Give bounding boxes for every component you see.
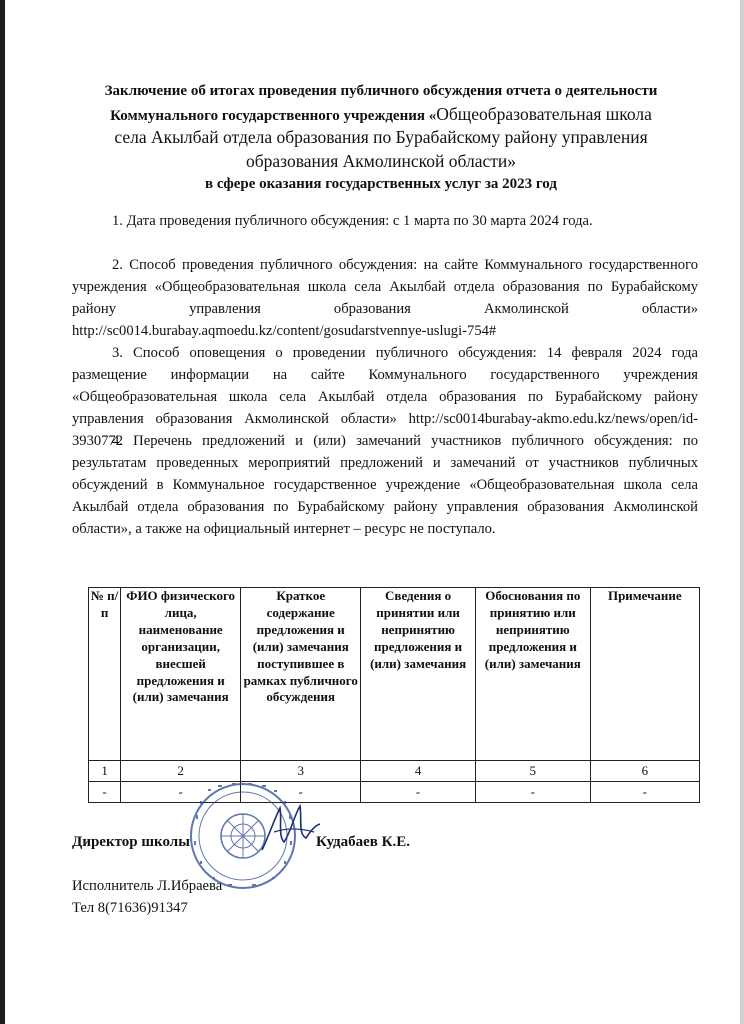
table-cell: - xyxy=(89,782,121,803)
table-cell: 5 xyxy=(475,761,590,782)
table-cell: 3 xyxy=(241,761,361,782)
header-number: № п/п xyxy=(89,588,121,761)
paragraph-date-text: 1. Дата проведения публичного обсуждения: с 1 марта по 30 марта 2024 года. xyxy=(112,213,593,229)
table-header-row xyxy=(89,588,700,761)
header-note: Примечание xyxy=(590,588,699,761)
proposals-table xyxy=(88,587,700,803)
title-line-2 xyxy=(66,103,696,128)
table-cell: 2 xyxy=(121,761,241,782)
table-cell: 1 xyxy=(89,761,121,782)
phone-line: Тел 8(71636)91347 xyxy=(72,900,188,916)
table-row xyxy=(89,761,700,782)
scan-edge-right xyxy=(740,0,744,1024)
paragraph-proposals-text: 4. Перечень предложений и (или) замечаний участников публичного обсуждения: по результатам проведенных мероприятий предложений и замечаний от участников публичных обсуждений в Коммунальное государственное учреждение «Общеобразовательная школа села Акылбай отдела образования по Бурабайскому району управления образования Акмолинской области», а также на официальный интернет – ресурс не поступало. xyxy=(72,433,698,538)
title-line-2-regular: Общеобразовательная школа xyxy=(436,104,652,124)
table-cell: - xyxy=(590,782,699,803)
paragraph-date xyxy=(72,210,698,232)
paragraph-method-text: 2. Способ проведения публичного обсуждения: на сайте Коммунального государственного учреждения «Общеобразовательная школа села Акылбай отдела образования по Бурабайскому району управления образования Акмолинской области» http://sc0014.burabay.aqmoedu.kz/content/gosudarstvennye-uslugi-754# xyxy=(72,257,698,340)
director-name: Кудабаев К.Е. xyxy=(316,834,411,850)
table-cell: - xyxy=(121,782,241,803)
paragraph-notification-text: 3. Способ оповещения о проведении публичного обсуждения: 14 февраля 2024 года размещение информации на сайте Коммунального государственного учреждения «Общеобразовательная школа села Акылбай отдела образования по Бурабайскому району управления образования Акмолинской области» http://sc0014burabay-akmo.edu.kz/news/open/id-3930772 xyxy=(72,345,698,450)
title-line-5: в сфере оказания государственных услуг за 2023 год xyxy=(205,176,557,192)
table-cell: - xyxy=(241,782,361,803)
table-cell: - xyxy=(475,782,590,803)
table-cell: 6 xyxy=(590,761,699,782)
header-submitter: ФИО физического лица, наименование организации, внесшей предложения и (или) замечания xyxy=(121,588,241,761)
scan-edge-left xyxy=(0,0,5,1024)
header-summary: Краткое содержание предложения и (или) замечания поступившее в рамках публичного обсуждения xyxy=(241,588,361,761)
table-cell: 4 xyxy=(361,761,476,782)
title-line-1: Заключение об итогах проведения публичного обсуждения отчета о деятельности xyxy=(104,83,658,99)
title-line-3: села Акылбай отдела образования по Бурабайскому району управления xyxy=(114,127,648,147)
table-row xyxy=(89,782,700,803)
director-title: Директор школы xyxy=(72,834,190,850)
table-cell: - xyxy=(361,782,476,803)
header-acceptance: Сведения о принятии или непринятию предложения и (или) замечания xyxy=(361,588,476,761)
header-justification: Обоснования по принятию или непринятию предложения и (или) замечания xyxy=(475,588,590,761)
paragraph-proposals xyxy=(72,430,698,540)
title-line-2-bold: Коммунального государственного учреждения « xyxy=(110,108,437,124)
title-line-4: образования Акмолинской области» xyxy=(245,151,516,171)
paragraph-method xyxy=(72,254,698,342)
executor-line: Исполнитель Л.Ибраева xyxy=(72,878,223,894)
